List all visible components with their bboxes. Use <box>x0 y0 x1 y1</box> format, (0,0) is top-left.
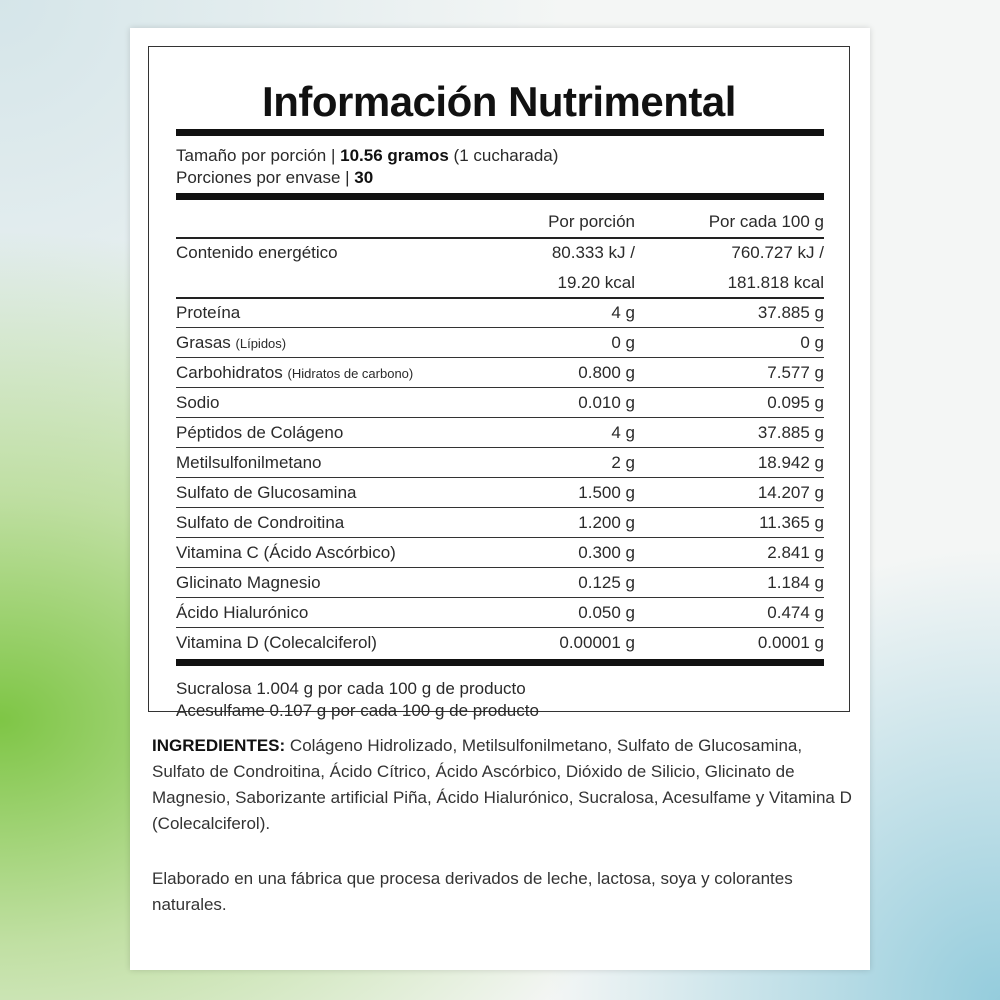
nutrient-portion-value: 1.200 g <box>578 513 635 532</box>
nutrient-100g-value: 11.365 g <box>759 513 824 532</box>
row-divider <box>176 567 824 568</box>
row-divider <box>176 477 824 478</box>
nutrient-note: (Hidratos de carbono) <box>287 366 414 381</box>
nutrient-name: Grasas (Lípidos) <box>176 333 287 352</box>
energy-portion-kcal: 19.20 kcal <box>557 273 635 292</box>
nutrient-100g-value: 0.095 g <box>767 393 824 412</box>
nutrient-100g-value: 37.885 g <box>757 303 824 322</box>
nutrition-facts-box <box>148 46 850 720</box>
row-divider <box>176 537 824 538</box>
row-divider <box>176 417 824 418</box>
label-card <box>130 28 870 970</box>
nutrient-name: Vitamina C (Ácido Ascórbico) <box>176 543 396 562</box>
nutrient-portion-value: 0.300 g <box>578 543 635 562</box>
energy-divider <box>176 297 824 299</box>
nutrient-100g-value: 7.577 g <box>767 363 824 382</box>
nutrient-name: Péptidos de Colágeno <box>176 423 344 442</box>
ingredients-heading: INGREDIENTES: <box>152 736 286 755</box>
nutrient-100g-value: 0.0001 g <box>757 633 824 652</box>
title-divider <box>176 129 824 136</box>
nutrient-100g-value: 18.942 g <box>757 453 824 472</box>
nutrient-portion-value: 0.00001 g <box>559 633 635 652</box>
ingredients-list: Colágeno Hidrolizado, Metilsulfonilmetano, Sulfato de Glucosamina, Sulfato de Condroitina, Ácido Cítrico, Ácido Ascórbico, Dióxido de Silicio, Glicinato de Magnesio, Saborizante artificial Piña, Ácido Hialurónico, Sucralosa, Acesulfame y Vitamina D (Colecalciferol). <box>152 736 852 833</box>
nutrient-portion-value: 0 g <box>611 333 635 352</box>
col-header-100g: Por cada 100 g <box>708 212 824 231</box>
row-divider <box>176 507 824 508</box>
nutrient-portion-value: 4 g <box>611 423 635 442</box>
nutrient-name: Vitamina D (Colecalciferol) <box>176 633 377 652</box>
nutrient-name: Carbohidratos (Hidratos de carbono) <box>176 363 414 382</box>
nutrient-note: (Lípidos) <box>235 336 287 351</box>
nutrient-portion-value: 0.800 g <box>578 363 635 382</box>
allergen-note: Elaborado en una fábrica que procesa derivados de leche, lactosa, soya y colorantes naturales. <box>152 869 793 914</box>
nutrient-name: Metilsulfonilmetano <box>176 453 322 472</box>
header-divider <box>176 237 824 239</box>
nutrient-name: Proteína <box>176 303 241 322</box>
nutrient-100g-value: 2.841 g <box>767 543 824 562</box>
row-divider <box>176 327 824 328</box>
row-divider <box>176 447 824 448</box>
nutrient-name: Ácido Hialurónico <box>176 603 309 622</box>
label-title: Información Nutrimental <box>262 78 736 125</box>
sweetener-line: Sucralosa 1.004 g por cada 100 g de producto <box>176 679 526 698</box>
serving-size: Tamaño por porción | 10.56 gramos (1 cucharada) <box>176 146 559 165</box>
row-divider <box>176 597 824 598</box>
nutrient-100g-value: 0.474 g <box>767 603 824 622</box>
nutrient-100g-value: 0 g <box>800 333 824 352</box>
nutrient-name: Sulfato de Condroitina <box>176 513 345 532</box>
energy-portion-kj: 80.333 kJ / <box>551 243 635 262</box>
nutrient-portion-value: 0.125 g <box>578 573 635 592</box>
energy-100g-kcal: 181.818 kcal <box>727 273 824 292</box>
nutrient-portion-value: 4 g <box>611 303 635 322</box>
table-bottom-divider <box>176 659 824 666</box>
nutrient-name: Sodio <box>176 393 220 412</box>
nutrient-portion-value: 2 g <box>611 453 635 472</box>
row-divider <box>176 357 824 358</box>
nutrient-portion-value: 0.050 g <box>578 603 635 622</box>
nutrient-portion-value: 0.010 g <box>578 393 635 412</box>
nutrient-name: Sulfato de Glucosamina <box>176 483 357 502</box>
nutrient-portion-value: 1.500 g <box>578 483 635 502</box>
energy-label: Contenido energético <box>176 243 338 262</box>
row-divider <box>176 387 824 388</box>
col-header-portion: Por porción <box>548 212 635 231</box>
serving-divider <box>176 193 824 200</box>
energy-100g-kj: 760.727 kJ / <box>731 243 824 262</box>
nutrient-100g-value: 1.184 g <box>767 573 824 592</box>
nutrient-100g-value: 37.885 g <box>757 423 824 442</box>
sweetener-line: Acesulfame 0.107 g por cada 100 g de producto <box>176 701 539 720</box>
ingredients-paragraph <box>152 733 852 837</box>
nutrient-name: Glicinato Magnesio <box>176 573 321 592</box>
nutrient-100g-value: 14.207 g <box>757 483 824 502</box>
servings-per-container: Porciones por envase | 30 <box>176 168 374 187</box>
row-divider <box>176 627 824 628</box>
